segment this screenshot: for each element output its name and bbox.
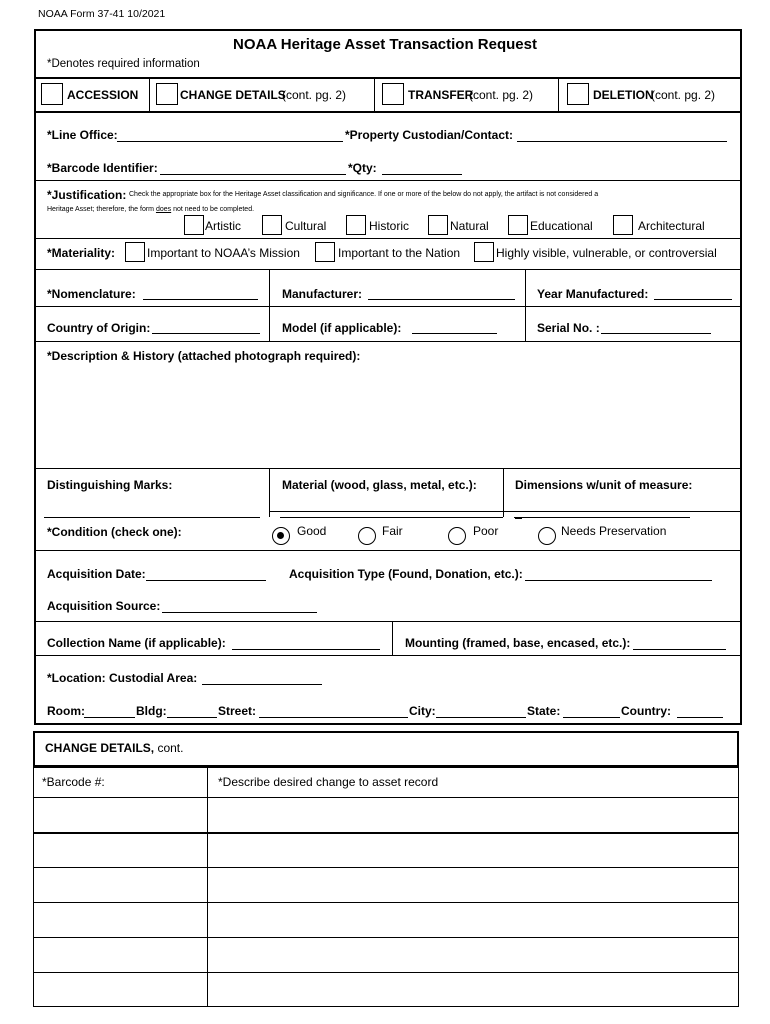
educational-label: Educational	[530, 219, 593, 233]
required-note: *Denotes required information	[47, 58, 200, 70]
bldg-field[interactable]	[167, 717, 217, 718]
accession-label: ACCESSION	[67, 88, 139, 102]
barcode-column-header: *Barcode #:	[42, 775, 105, 789]
form-number: NOAA Form 37-41 10/2021	[38, 8, 166, 20]
line-office-field[interactable]	[117, 141, 343, 142]
line-office-label: *Line Office:	[47, 128, 118, 142]
change-row-5-description[interactable]	[208, 938, 738, 971]
natural-checkbox[interactable]	[428, 215, 448, 235]
change-row-6-barcode[interactable]	[34, 973, 206, 1006]
nation-label: Important to the Nation	[338, 246, 461, 260]
year-manufactured-field[interactable]	[654, 299, 732, 300]
acquisition-source-label: Acquisition Source:	[47, 599, 161, 613]
state-label: State:	[527, 704, 561, 718]
nomenclature-label: *Nomenclature:	[47, 287, 136, 301]
change-column-header: *Describe desired change to asset record	[218, 775, 439, 789]
acquisition-source-field[interactable]	[162, 612, 317, 613]
cultural-label: Cultural	[285, 219, 327, 233]
materiality-label: *Materiality:	[47, 246, 116, 260]
city-label: City:	[409, 704, 436, 718]
description-area[interactable]	[36, 366, 740, 466]
street-label: Street:	[218, 704, 257, 718]
collection-name-field[interactable]	[232, 649, 380, 650]
artistic-checkbox[interactable]	[184, 215, 204, 235]
educational-checkbox[interactable]	[508, 215, 528, 235]
transfer-note: (cont. pg. 2)	[469, 88, 534, 102]
visible-checkbox[interactable]	[474, 242, 494, 262]
qty-label: *Qty:	[348, 161, 377, 175]
change-details-checkbox[interactable]	[156, 83, 178, 105]
fair-radio[interactable]	[358, 527, 376, 545]
distinguishing-marks-label: Distinguishing Marks:	[47, 478, 173, 492]
change-row-5-barcode[interactable]	[34, 938, 206, 971]
poor-radio[interactable]	[448, 527, 466, 545]
good-radio[interactable]	[272, 527, 290, 545]
fair-label: Fair	[382, 524, 403, 538]
change-row-6-description[interactable]	[208, 973, 738, 1006]
historic-label: Historic	[369, 219, 410, 233]
justification-note-2: Heritage Asset; therefore, the form does not need to be completed.	[47, 206, 255, 213]
historic-checkbox[interactable]	[346, 215, 366, 235]
acquisition-type-label: Acquisition Type (Found, Donation, etc.):	[289, 567, 523, 581]
condition-label: *Condition (check one):	[47, 525, 182, 539]
barcode-label: *Barcode Identifier:	[47, 161, 158, 175]
bldg-label: Bldg:	[136, 704, 167, 718]
needs-preservation-label: Needs Preservation	[561, 524, 667, 538]
transfer-checkbox[interactable]	[382, 83, 404, 105]
room-field[interactable]	[84, 717, 135, 718]
visible-label: Highly visible, vulnerable, or controversial	[496, 246, 717, 260]
manufacturer-field[interactable]	[368, 299, 515, 300]
acquisition-type-field[interactable]	[525, 580, 712, 581]
change-row-3-description[interactable]	[208, 868, 738, 901]
mounting-label: Mounting (framed, base, encased, etc.):	[405, 636, 631, 650]
state-field[interactable]	[563, 717, 620, 718]
nation-checkbox[interactable]	[315, 242, 335, 262]
serial-no-label: Serial No. :	[537, 321, 600, 335]
room-label: Room:	[47, 704, 85, 718]
deletion-note: (cont. pg. 2)	[651, 88, 716, 102]
architectural-label: Architectural	[638, 219, 705, 233]
needs-preservation-radio[interactable]	[538, 527, 556, 545]
collection-name-label: Collection Name (if applicable):	[47, 636, 226, 650]
natural-label: Natural	[450, 219, 489, 233]
mounting-field[interactable]	[633, 649, 726, 650]
manufacturer-label: Manufacturer:	[282, 287, 363, 301]
change-details-label: CHANGE DETAILS	[180, 88, 286, 102]
country-label: Country:	[621, 704, 671, 718]
acquisition-date-field[interactable]	[146, 580, 266, 581]
city-field[interactable]	[436, 717, 526, 718]
dimensions-label: Dimensions w/unit of measure:	[515, 478, 693, 492]
change-details-note: (cont. pg. 2)	[282, 88, 347, 102]
property-custodian-label: *Property Custodian/Contact:	[345, 128, 514, 142]
good-label: Good	[297, 524, 327, 538]
change-row-2-barcode[interactable]	[34, 834, 206, 866]
poor-label: Poor	[473, 524, 499, 538]
acquisition-date-label: Acquisition Date:	[47, 567, 146, 581]
country-of-origin-label: Country of Origin:	[47, 321, 151, 335]
country-field[interactable]	[677, 717, 723, 718]
material-label: Material (wood, glass, metal, etc.):	[282, 478, 477, 492]
architectural-checkbox[interactable]	[613, 215, 633, 235]
nomenclature-field[interactable]	[143, 299, 258, 300]
custodial-area-field[interactable]	[202, 684, 322, 685]
street-field[interactable]	[259, 717, 408, 718]
country-of-origin-field[interactable]	[152, 333, 260, 334]
artistic-label: Artistic	[205, 219, 241, 233]
page-title: NOAA Heritage Asset Transaction Request	[233, 36, 537, 53]
dimensions-field[interactable]	[514, 517, 690, 518]
material-field[interactable]	[280, 517, 503, 518]
transfer-label: TRANSFER	[408, 88, 474, 102]
justification-label: *Justification:	[47, 188, 127, 202]
change-row-4-barcode[interactable]	[34, 903, 206, 936]
change-row-2-description[interactable]	[208, 834, 738, 866]
barcode-field[interactable]	[160, 174, 346, 175]
change-row-1-barcode[interactable]	[34, 798, 206, 831]
description-label: *Description & History (attached photograph required):	[47, 349, 361, 363]
year-manufactured-label: Year Manufactured:	[537, 287, 649, 301]
serial-no-field[interactable]	[601, 333, 711, 334]
qty-field[interactable]	[382, 174, 462, 175]
cultural-checkbox[interactable]	[262, 215, 282, 235]
noaa-mission-checkbox[interactable]	[125, 242, 145, 262]
distinguishing-marks-field[interactable]	[44, 517, 260, 518]
justification-note-1: Check the appropriate box for the Heritage Asset classification and significance. If one or more of the below do not apply, the artifact is not considered a	[129, 191, 599, 198]
location-custodial-label: *Location: Custodial Area:	[47, 671, 198, 685]
deletion-checkbox[interactable]	[567, 83, 589, 105]
accession-checkbox[interactable]	[41, 83, 63, 105]
change-row-3-barcode[interactable]	[34, 868, 206, 901]
change-row-1-description[interactable]	[208, 798, 738, 831]
model-field[interactable]	[412, 333, 497, 334]
property-custodian-field[interactable]	[517, 141, 727, 142]
model-label: Model (if applicable):	[282, 321, 402, 335]
deletion-label: DELETION	[593, 88, 654, 102]
change-row-4-description[interactable]	[208, 903, 738, 936]
change-details-heading: CHANGE DETAILS, cont.	[45, 741, 184, 755]
noaa-mission-label: Important to NOAA’s Mission	[147, 246, 300, 260]
